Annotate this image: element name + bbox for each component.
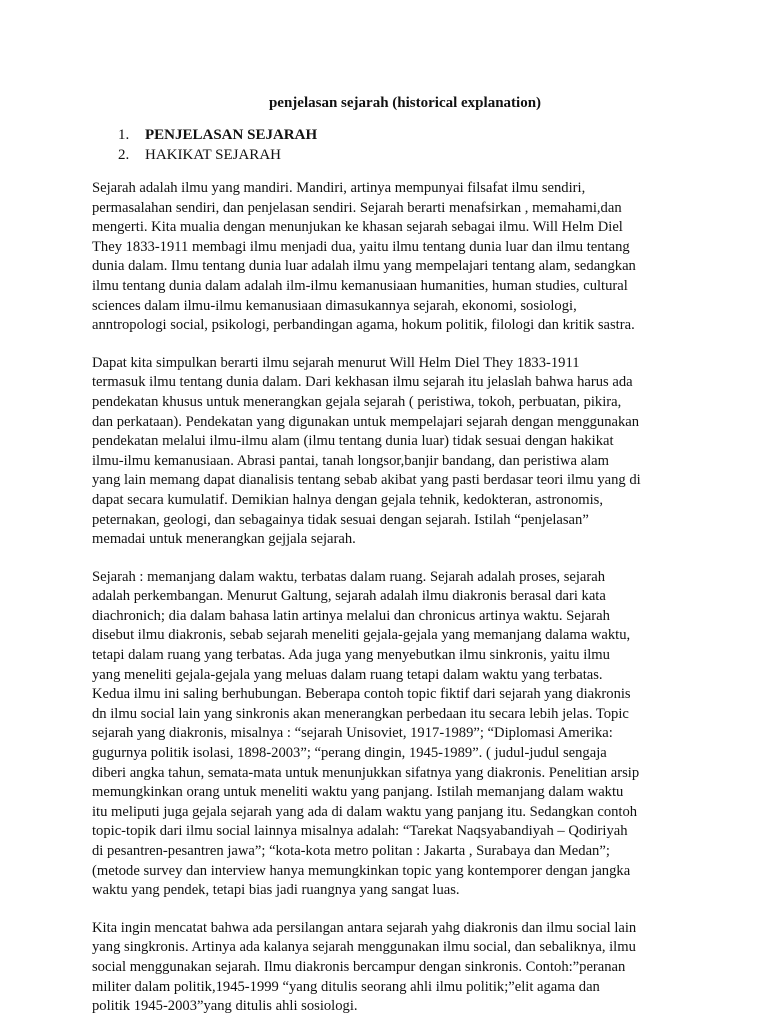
text-line: politik 1945-2003”yang ditulis ahli sosiologi. (92, 998, 358, 1015)
text-line: peternakan, geologi, dan sebagainya tidak sesuai dengan sejarah. Istilah “penjelasan” (92, 511, 589, 528)
text-line: ilmu tentang dunia dalam adalah ilm-ilmu kemanusiaan humanities, human studies, cultural (92, 277, 628, 294)
outline-number: 1. (118, 127, 130, 143)
body-paragraph (92, 354, 714, 550)
text-line: yang lain memang dapat dianalisis tentang sebab akibat yang pasti berdasar teori ilmu yang di (92, 472, 641, 489)
text-line: waktu yang pendek, tetapi bias jadi ruangnya yang sangat luas. (92, 882, 460, 899)
text-line: sejarah yang diakronis, misalnya : “sejarah Unisoviet, 1917-1989”; “Diplomasi Amerika: (92, 725, 613, 742)
text-line: diachronich; dia dalam bahasa latin artinya melalui dan chronicus artinya waktu. Sejarah (92, 607, 610, 624)
text-line: dan perkataan). Pendekatan yang digunakan untuk mempelajari sejarah dengan menggunakan (92, 413, 640, 430)
body-paragraph (92, 179, 714, 336)
document-title: penjelasan sejarah (historical explanation) (268, 95, 542, 111)
text-line: yang meneliti gejala-gejala yang meluas dalam ruang tetapi dalam waktu yang terbatas. (92, 666, 603, 683)
text-line: ilmu-ilmu kemanusiaan. Abrasi pantai, tanah longsor,banjir bandang, dan peristiwa alam (92, 452, 609, 469)
text-line: di pesantren-pesantren jawa”; “kota-kota metro politan : Jakarta , Surabaya dan Medan”; (92, 843, 610, 859)
text-line: memungkinkan orang untuk meneliti waktu yang panjang. Istilah memanjang dalam waktu (92, 784, 624, 801)
text-line: permasalahan sendiri, dan penjelasan sendiri. Sejarah berarti menafsirkan , memahami,dan (92, 199, 622, 216)
text-line: dunia dalam. Ilmu tentang dunia luar adalah ilmu yang mempelajari tentang alam, sedangkan (92, 258, 636, 275)
outline-label: PENJELASAN SEJARAH (145, 127, 318, 143)
text-line: tetapi dalam ruang yang terbatas. Ada juga yang menyebutkan ilmu sinkronis, yaitu ilmu (92, 647, 610, 664)
text-line: sciences dalam ilmu-ilmu kemanusiaan dimasukannya sejarah, ekonomi, sosiologi, (92, 297, 577, 314)
text-line: Kedua ilmu ini saling berhubungan. Beberapa contoh topic fiktif dari sejarah yang diakronis (92, 686, 631, 703)
text-line: anntropologi social, psikologi, perbandingan agama, hokum politik, filologi dan kritik sastra. (92, 317, 635, 334)
text-line: Kita ingin mencatat bahwa ada persilangan antara sejarah yahg diakronis dan ilmu social lain (92, 919, 637, 936)
text-line: topic-topik dari ilmu social lainnya misalnya adalah: “Tarekat Naqsyabandiyah – Qodiriyah (92, 823, 628, 840)
outline-item (118, 145, 718, 165)
body-paragraph (92, 568, 714, 901)
outline-label: HAKIKAT SEJARAH (145, 147, 281, 163)
body-paragraph (92, 919, 714, 1017)
text-line: dn ilmu social lain yang sinkronis akan menerangkan perbedaan itu secara lebih jelas. Topic (92, 705, 629, 722)
outline-number: 2. (118, 147, 130, 163)
text-line: diberi angka tahun, semata-mata untuk menunjukkan sifatnya yang diakronis. Penelitian arsip (92, 764, 640, 781)
text-line: pendekatan khusus untuk menerangkan gejala sejarah ( peristiwa, tokoh, perbuatan, pikira, (92, 393, 622, 410)
outline-list (92, 125, 718, 165)
text-line: yang singkronis. Artinya ada kalanya sejarah menggunakan ilmu social, dan sebaliknya, ilmu (92, 939, 636, 956)
text-line: memadai untuk menerangkan gejjala sejarah. (92, 531, 356, 548)
text-line: Sejarah : memanjang dalam waktu, terbatas dalam ruang. Sejarah adalah proses, sejarah (92, 568, 606, 585)
text-line: Sejarah adalah ilmu yang mandiri. Mandiri, artinya mempunyai filsafat ilmu sendiri, (92, 180, 586, 196)
text-line: mengerti. Kita mualia dengan menunjukan ke khasan sejarah sebagai ilmu. Will Helm Diel (92, 219, 623, 236)
text-line: disebut ilmu diakronis, sebab sejarah meneliti gejala-gejala yang memanjang dalama waktu, (92, 627, 631, 644)
document-body (92, 179, 718, 1017)
text-line: termasuk ilmu tentang dunia dalam. Dari kekhasan ilmu sejarah itu jelaslah bahwa harus ada (92, 374, 633, 391)
text-line: adalah perkembangan. Menurut Galtung, sejarah adalah ilmu diakronis berasal dari kata (92, 588, 606, 605)
text-line: pendekatan melalui ilmu-ilmu alam (ilmu tentang dunia luar) tidak sesuai dengan hakikat (92, 433, 614, 450)
outline-item (118, 125, 718, 145)
text-line: social menggunakan sejarah. Ilmu diakronis bercampur dengan sinkronis. Contoh:”peranan (92, 958, 626, 975)
text-line: itu meliputi juga gejala sejarah yang ada di dalam waktu yang panjang itu. Sedangkan contoh (92, 803, 638, 820)
text-line: dapat secara kumulatif. Demikian halnya dengan gejala tehnik, kedokteran, astronomis, (92, 491, 604, 508)
text-line: They 1833-1911 membagi ilmu menjadi dua, yaitu ilmu tentang dunia luar dan ilmu tentang (92, 238, 630, 255)
text-line: (metode survey dan interview hanya memungkinkan topic yang kontemporer dengan jangka (92, 862, 631, 879)
text-line: gugurnya politik isolasi, 1898-2003”; “perang dingin, 1945-1989”. ( judul-judul sengaja (92, 745, 607, 762)
text-line: Dapat kita simpulkan berarti ilmu sejarah menurut Will Helm Diel They 1833-1911 (92, 354, 580, 371)
text-line: militer dalam politik,1945-1999 “yang ditulis seorang ahli ilmu politik;”elit agama dan (92, 978, 600, 995)
